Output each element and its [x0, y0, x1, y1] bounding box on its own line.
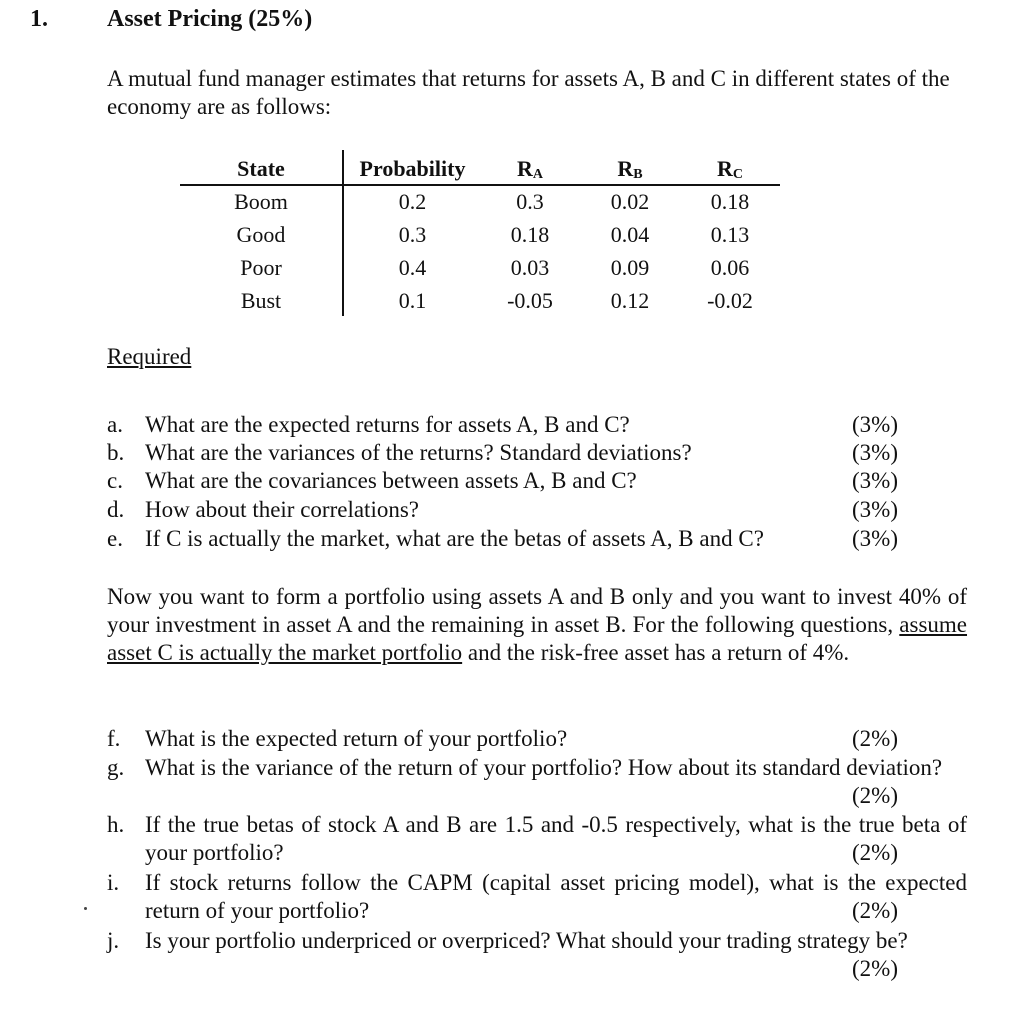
question-text: If stock returns follow the CAPM (capital asset pricing model), what is the expected return of your portfolio? — [145, 870, 967, 923]
question-title: Asset Pricing (25%) — [107, 6, 313, 32]
question-text: What is the variance of the return of your portfolio? How about its standard deviation? — [145, 755, 943, 780]
question-marks: (2%) — [852, 898, 898, 923]
question-label: e. — [107, 526, 123, 551]
table-cell-probability: 0.3 — [398, 222, 427, 247]
question-text: How about their correlations? — [145, 497, 419, 522]
question-label: b. — [107, 440, 125, 465]
table-cell-state: Boom — [234, 189, 288, 214]
question-text: What are the covariances between assets A, B and C? — [145, 468, 637, 493]
table-cell-rc: 0.06 — [710, 255, 750, 280]
table-cell-rb: 0.04 — [610, 222, 650, 247]
table-cell-rc: -0.02 — [707, 288, 753, 313]
question-marks: (3%) — [852, 526, 898, 551]
table-cell-ra: 0.03 — [510, 255, 550, 280]
table-cell-rc: 0.18 — [710, 189, 750, 214]
header-rc: RC — [716, 156, 743, 182]
table-cell-ra: 0.3 — [516, 189, 544, 214]
table-cell-probability: 0.2 — [398, 189, 427, 214]
question-item — [107, 467, 967, 495]
table-cell-rb: 0.12 — [610, 288, 650, 313]
returns-table — [180, 150, 780, 320]
question-item — [107, 525, 967, 553]
table-cell-rb: 0.02 — [610, 189, 650, 214]
paragraph-text: and the risk-free asset has a return of 4%. — [467, 640, 850, 665]
question-marks: (2%) — [852, 726, 898, 751]
question-marks: (2%) — [852, 783, 898, 808]
intro-paragraph: A mutual fund manager estimates that returns for assets A, B and C in different states of the economy are as follows: — [107, 66, 950, 119]
scan-speck — [84, 907, 87, 910]
question-item — [107, 439, 967, 467]
question-item — [107, 869, 967, 925]
question-text: If the true betas of stock A and B are 1.5 and -0.5 respectively, what is the true beta of your portfolio? — [145, 812, 967, 865]
table-cell-probability: 0.1 — [398, 288, 427, 313]
table-cell-ra: 0.18 — [510, 222, 550, 247]
question-label: j. — [107, 928, 120, 953]
question-label: f. — [107, 726, 121, 751]
question-item — [107, 411, 967, 439]
question-marks: (3%) — [852, 468, 898, 493]
question-text: What are the expected returns for assets A, B and C? — [145, 412, 630, 437]
question-item — [107, 811, 967, 867]
question-marks: (3%) — [852, 497, 898, 522]
header-ra: RA — [516, 156, 543, 182]
table-cell-probability: 0.4 — [398, 255, 427, 280]
question-label: h. — [107, 812, 125, 837]
question-number: 1. — [30, 6, 48, 32]
table-cell-rb: 0.09 — [610, 255, 650, 280]
question-label: i. — [107, 870, 120, 895]
underlined-assumption: assume asset C is actually the market portfolio — [107, 612, 968, 665]
question-item — [107, 725, 967, 753]
question-label: c. — [107, 468, 123, 493]
question-text: If C is actually the market, what are the betas of assets A, B and C? — [145, 526, 764, 551]
table-cell-state: Poor — [240, 255, 282, 280]
question-marks: (3%) — [852, 440, 898, 465]
question-item — [107, 496, 967, 524]
table-cell-state: Bust — [240, 288, 282, 313]
question-label: d. — [107, 497, 125, 522]
table-divider-horizontal — [180, 184, 780, 186]
question-marks: (2%) — [852, 840, 898, 865]
header-probability: Probability — [359, 156, 466, 181]
portfolio-paragraph — [107, 583, 967, 667]
table-cell-rc: 0.13 — [710, 222, 750, 247]
table-divider-vertical — [342, 150, 344, 316]
question-text: Is your portfolio underpriced or overpriced? What should your trading strategy be? — [145, 928, 908, 953]
question-text: What is the expected return of your portfolio? — [145, 726, 568, 751]
question-item — [107, 754, 967, 810]
paragraph-text: Now you want to form a portfolio using assets A and B only and you want to invest 40% of your investment in asset A and the remaining in asset B. For the following questions, — [107, 584, 967, 637]
question-item — [107, 927, 987, 983]
question-marks: (2%) — [852, 956, 898, 981]
question-label: g. — [107, 755, 125, 780]
required-heading: Required — [107, 344, 192, 369]
table-cell-state: Good — [236, 222, 286, 247]
question-label: a. — [107, 412, 123, 437]
header-rb: RB — [617, 156, 643, 182]
table-cell-ra: -0.05 — [507, 288, 553, 313]
header-state: State — [237, 156, 285, 181]
question-text: What are the variances of the returns? Standard deviations? — [145, 440, 692, 465]
question-marks: (3%) — [852, 412, 898, 437]
